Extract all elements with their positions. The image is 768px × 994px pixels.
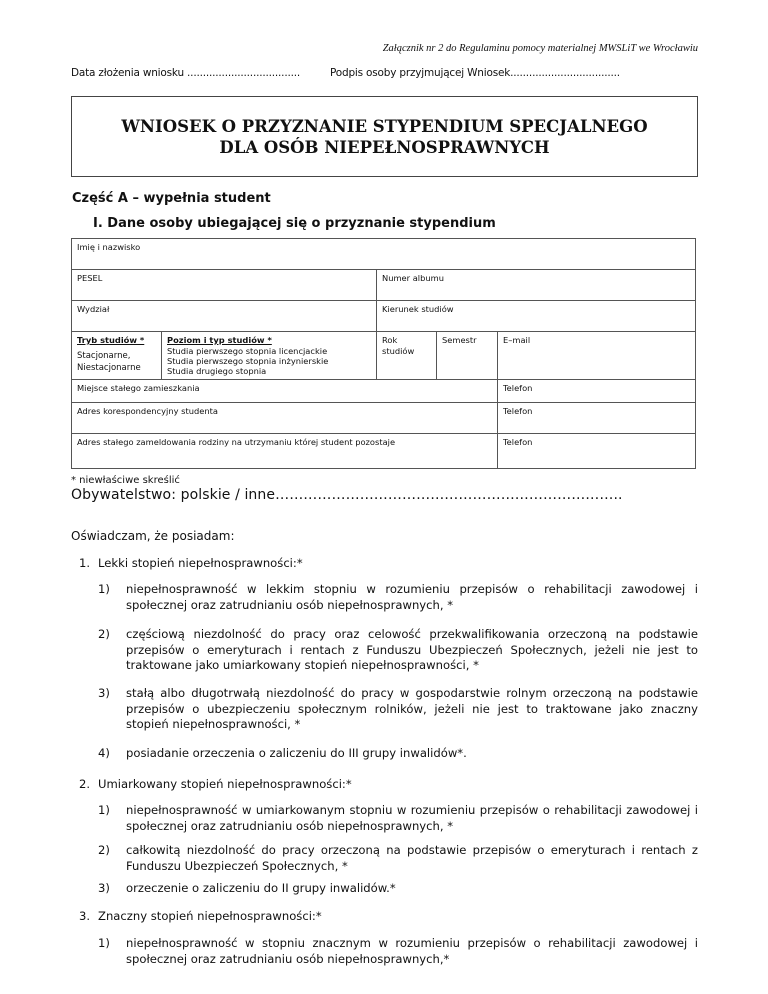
- sub-text: niepełnosprawność w lekkim stopniu w rozumieniu przepisów o rehabilitacji zawodowej i społecznej oraz zatrudnianiu osób niepełnosprawnych, *: [126, 582, 698, 612]
- residence-label: Miejsce stałego zamieszkania: [77, 383, 200, 393]
- residence-field[interactable]: [71, 379, 498, 403]
- citizenship-field[interactable]: Obywatelstwo: polskie / inne………………………………………………………………..: [71, 487, 623, 503]
- declaration-text: Oświadczam, że posiadam:: [71, 529, 235, 543]
- sub-text: częściową niezdolność do pracy oraz celowość przekwalifikowania orzeczoną na podstawie przepisów o emeryturach i rentach z Funduszu Ubezpieczeń Społecznych, jeżeli nie jest to traktowane jako umiarkowany stopień niepełnosprawności, *: [126, 627, 698, 672]
- phone-label: Telefon: [503, 383, 533, 393]
- phone-label: Telefon: [503, 406, 533, 416]
- list-number: 1.: [79, 556, 91, 570]
- study-level-field[interactable]: [161, 331, 377, 380]
- correspondence-address-field[interactable]: [71, 402, 498, 434]
- part-a-heading: Część A – wypełnia student: [72, 191, 271, 206]
- list-title: Znaczny stopień niepełnosprawności:*: [98, 909, 322, 923]
- study-level-options: [167, 346, 371, 376]
- submission-date-field[interactable]: Data złożenia wniosku ....................................: [71, 67, 301, 79]
- study-mode-option[interactable]: Stacjonarne,: [77, 350, 131, 361]
- study-mode-label: Tryb studiów *: [77, 335, 145, 345]
- sub-text: niepełnosprawność w stopniu znacznym w rozumieniu przepisów o rehabilitacji zawodowej i społecznej oraz zatrudnianiu osób niepełnosprawnych,*: [126, 936, 698, 966]
- email-label: E–mail: [503, 335, 531, 345]
- correspondence-label: Adres korespondencyjny studenta: [77, 406, 218, 416]
- sub-number: 2): [98, 843, 110, 857]
- sub-item[interactable]: [98, 582, 698, 613]
- study-level-option[interactable]: Studia drugiego stopnia: [167, 365, 267, 376]
- list-number: 3.: [79, 909, 91, 923]
- sub-number: 3): [98, 881, 110, 895]
- semester-field[interactable]: [436, 331, 498, 380]
- sub-item[interactable]: [98, 936, 698, 967]
- sub-item[interactable]: [98, 803, 698, 834]
- name-field[interactable]: [71, 238, 696, 270]
- album-label: Numer albumu: [382, 273, 444, 283]
- form-title: [71, 96, 698, 177]
- sub-number: 1): [98, 582, 110, 596]
- list-item: [79, 909, 699, 925]
- sub-text: orzeczenie o zaliczeniu do II grupy inwalidów.*: [126, 881, 396, 895]
- sub-item[interactable]: [98, 843, 698, 874]
- field-of-study-field[interactable]: [376, 300, 696, 332]
- list-title: Umiarkowany stopień niepełnosprawności:*: [98, 777, 352, 791]
- sub-item[interactable]: [98, 686, 698, 733]
- study-level-label: Poziom i typ studiów *: [167, 335, 272, 345]
- sub-text: niepełnosprawność w umiarkowanym stopniu w rozumieniu przepisów o rehabilitacji zawodowej i społecznej oraz zatrudnianiu osób niepełnosprawnych, *: [126, 803, 698, 833]
- phone-label: Telefon: [503, 437, 533, 447]
- semester-label: Semestr: [442, 335, 477, 345]
- study-mode-field[interactable]: [71, 331, 162, 380]
- faculty-field[interactable]: [71, 300, 377, 332]
- sub-item[interactable]: [98, 627, 698, 674]
- study-level-option[interactable]: Studia pierwszego stopnia licencjackie: [167, 345, 328, 356]
- email-field[interactable]: [497, 331, 696, 380]
- name-label: Imię i nazwisko: [77, 242, 141, 252]
- list-number: 2.: [79, 777, 91, 791]
- sub-item[interactable]: [98, 881, 698, 897]
- correspondence-phone-field[interactable]: [497, 402, 696, 434]
- residence-phone-field[interactable]: [497, 379, 696, 403]
- list-item: [79, 777, 699, 793]
- field-of-study-label: Kierunek studiów: [382, 304, 454, 314]
- family-address-field[interactable]: [71, 433, 498, 469]
- sub-number: 1): [98, 803, 110, 817]
- year-of-study-field[interactable]: [376, 331, 437, 380]
- study-mode-options: [77, 350, 156, 374]
- faculty-label: Wydział: [77, 304, 110, 314]
- album-number-field[interactable]: [376, 269, 696, 301]
- year-label-line-2: studiów: [382, 345, 415, 356]
- sub-number: 2): [98, 627, 110, 641]
- form-title-line-1: WNIOSEK O PRZYZNANIE STYPENDIUM SPECJALNEGO: [121, 116, 648, 136]
- sub-text: posiadanie orzeczenia o zaliczeniu do III grupy inwalidów*.: [126, 746, 467, 760]
- footnote: * niewłaściwe skreślić: [71, 475, 180, 486]
- sub-text: stałą albo długotrwałą niezdolność do pracy w gospodarstwie rolnym orzeczoną na podstawie przepisów o ubezpieczeniu społecznym rolników, jeżeli nie jest to traktowane jako znaczny stopień niepełnosprawności, *: [126, 686, 698, 731]
- sub-number: 1): [98, 936, 110, 950]
- study-level-option[interactable]: Studia pierwszego stopnia inżynierskie: [167, 355, 329, 366]
- sub-number: 4): [98, 746, 110, 760]
- pesel-label: PESEL: [77, 273, 103, 283]
- sub-item[interactable]: [98, 746, 698, 762]
- family-address-label: Adres stałego zameldowania rodziny na utrzymaniu której student pozostaje: [77, 437, 396, 447]
- list-title: Lekki stopień niepełnosprawności:*: [98, 556, 303, 570]
- study-mode-option[interactable]: Niestacjonarne: [77, 362, 141, 373]
- annex-note: Załącznik nr 2 do Regulaminu pomocy materialnej MWSLiT we Wrocławiu: [382, 43, 698, 54]
- list-item: [79, 556, 699, 572]
- pesel-field[interactable]: [71, 269, 377, 301]
- family-phone-field[interactable]: [497, 433, 696, 469]
- form-title-line-2: DLA OSÓB NIEPEŁNOSPRAWNYCH: [219, 137, 550, 157]
- receiver-signature-field[interactable]: Podpis osoby przyjmującej Wniosek...................................: [330, 67, 620, 79]
- year-label-line-1: Rok: [382, 335, 398, 345]
- sub-number: 3): [98, 686, 110, 700]
- section-1-heading: I. Dane osoby ubiegającej się o przyznanie stypendium: [93, 216, 496, 231]
- sub-text: całkowitą niezdolność do pracy orzeczoną na podstawie przepisów o emeryturach i rentach z Funduszu Ubezpieczeń Społecznych, *: [126, 843, 698, 873]
